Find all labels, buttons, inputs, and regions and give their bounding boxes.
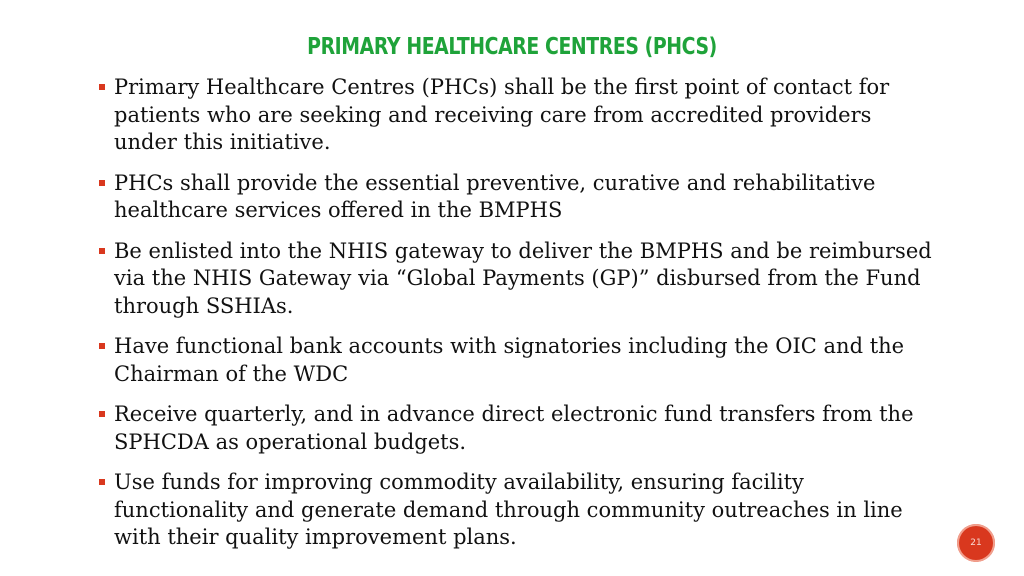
bullet-text: Be enlisted into the NHIS gateway to deliver the BMPHS and be reimbursed via the NHIS Gateway via “Global Payments (GP)” disbursed from the Fund through SSHIAs. — [114, 238, 932, 318]
bullet-text: PHCs shall provide the essential preventive, curative and rehabilitative healthcare services offered in the BMPHS — [114, 170, 876, 222]
bullet-text: Primary Healthcare Centres (PHCs) shall be the first point of contact for patients who are seeking and receiving care from accredited providers under this initiative. — [114, 75, 890, 154]
bullet-square-icon — [99, 84, 105, 90]
bullet-item — [98, 74, 938, 157]
bullet-text: Use funds for improving commodity availability, ensuring facility functionality and generate demand through community outreaches in line with their quality improvement plans. — [114, 470, 903, 549]
bullet-text: Have functional bank accounts with signatories including the OIC and the Chairman of the WDC — [114, 334, 905, 386]
bullet-square-icon — [99, 411, 105, 417]
bullet-item — [98, 469, 938, 552]
bullet-square-icon — [99, 343, 105, 349]
bullet-item — [98, 170, 938, 225]
bullet-square-icon — [99, 479, 105, 485]
slide-title: PRIMARY HEALTHCARE CENTRES (PHCS) — [307, 34, 717, 60]
bullet-item — [98, 333, 938, 388]
bullet-text: Receive quarterly, and in advance direct electronic fund transfers from the SPHCDA as operational budgets. — [114, 402, 914, 454]
bullet-list — [98, 74, 938, 565]
bullet-item — [98, 238, 938, 321]
bullet-square-icon — [99, 248, 105, 254]
page-number-badge: 21 — [957, 524, 995, 562]
bullet-item — [98, 401, 938, 456]
bullet-square-icon — [99, 180, 105, 186]
